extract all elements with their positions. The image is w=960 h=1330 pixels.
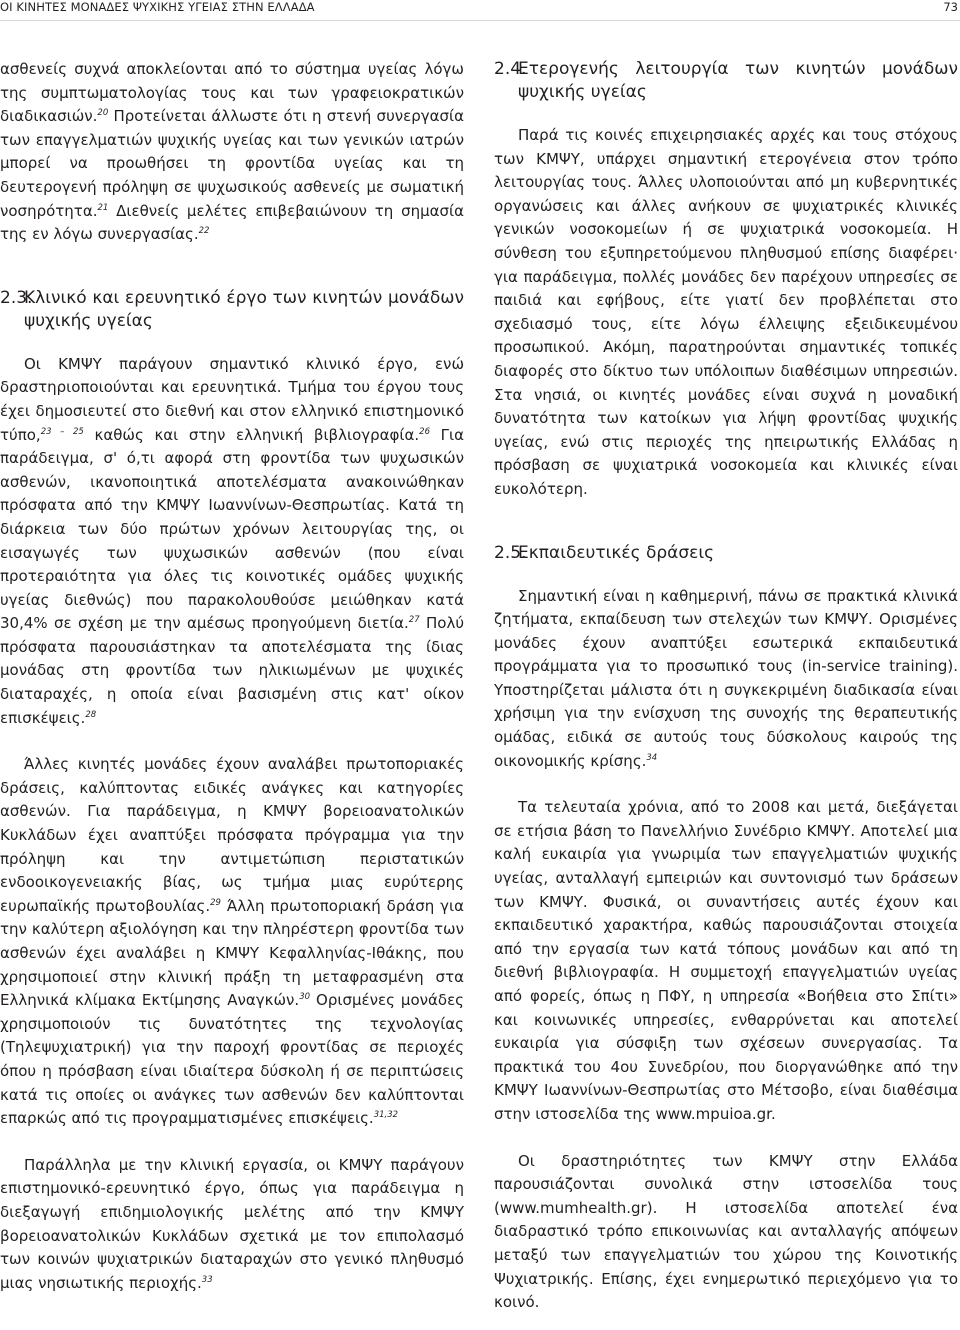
reference-marker: 26 [419,426,430,437]
text-run: Προτείνεται άλλωστε ότι η στενή συνεργασία των επαγγελματιών ψυχικής υγείας και των γενικών ιατρών μπορεί να προωθήσει τη φροντίδα υγείας και τη δευτερογενή πρόληψη σε ψυχωσικούς ασθενείς με σωματική νοσηρότητα. [0,107,464,220]
reference-marker: 29 [210,897,221,908]
paragraph-conference [494,796,958,1126]
text-run: Σημαντική είναι η καθημερινή, πάνω σε πρακτικά κλινικά ζητήματα, εκπαίδευση των στελεχών των ΚΜΨΥ. Ορισμένες μονάδες έχουν αναπτύξει εσωτερικά εκπαιδευτικά προγράμματα για το προσωπικό τους (in-service training). Υποστηρίζεται μάλιστα ότι η συγκεκριμένη διαδικασία είναι χρήσιμη για την ενίσχυση της συνοχής της θεραπευτικής ομάδας, ειδικά σε αυτούς τους δύσκολους καιρούς της οικονομικής κρίσης. [494,586,958,770]
paragraph-clinical-work [0,353,464,731]
section-number: 2.5. [494,542,527,563]
text-run: Οι δραστηριότητες των ΚΜΨΥ στην Ελλάδα παρουσιάζονται συνολικά στην ιστοσελίδα τους (www.mumhealth.gr). Η ιστοσελίδα αποτελεί ένα διαδραστικό τρόπο επικοινωνίας και ανταλλαγής απόψεων μεταξύ των επαγγελματιών του χώρου της Κοινοτικής Ψυχιατρικής. Επίσης, έχει ενημερωτικό περιεχόμενο για το κοινό. [494,1151,958,1312]
section-title: Ετερογενής λειτουργία των κινητών μονάδων ψυχικής υγείας [518,59,958,102]
section-number: 2.4. [494,59,527,79]
running-title: ΟΙ ΚΙΝΗΤΕΣ ΜΟΝΑΔΕΣ ΨΥΧΙΚΗΣ ΥΓΕΙΑΣ ΣΤΗΝ ΕΛΛΑΔΑ [0,0,315,14]
text-run: καθώς και στην ελληνική βιβλιογραφία. [83,425,420,444]
running-header [0,0,960,21]
section-heading-2-4 [494,58,958,104]
text-run: Οι ΚΜΨΥ παράγουν σημαντικό κλινικό έργο, ενώ δραστηριοποιούνται και ερευνητικά. Τμήμα του έργου τους έχει δημοσιευτεί στο διεθνή και στον ελληνικό επιστημονικό τύπο, [0,354,464,444]
reference-marker: 22 [198,226,210,237]
left-column [0,58,464,1295]
paragraph-website [494,1150,958,1315]
section-title: Εκπαιδευτικές δράσεις [518,542,715,563]
reference-marker: 34 [646,752,658,763]
paragraph-continued [0,58,464,247]
paragraph-heterogeneity [494,124,958,502]
text-run: Άλλες κινητές μονάδες έχουν αναλάβει πρωτοποριακές δράσεις, καλύπτοντας ειδικές ανάγκες και κατηγορίες ασθενών. Για παράδειγμα, η ΚΜΨΥ βορειοανατολικών Κυκλάδων έχει αναπτύξει πρόσφατα πρόγραμμα για την πρόληψη και την αντιμετώπιση περιστατικών ενδοοικογενειακής βίας, ως τμήμα μιας ευρύτερης ευρωπαϊκής πρωτοβουλίας. [0,755,464,915]
paragraph-training [494,585,958,774]
reference-marker: 28 [85,709,97,720]
text-run: Τα τελευταία χρόνια, από το 2008 και μετά, διεξάγεται σε ετήσια βάση το Πανελλήνιο Συνέδριο ΚΜΨΥ. Αποτελεί μια καλή ευκαιρία για γνωριμία των επαγγελματιών ψυχικής υγείας, ανταλλαγή εμπειριών και συντονισμό των δράσεων των ΚΜΨΥ. Φυσικά, οι συναντήσεις αυτές έχουν και εκπαιδευτικό χαρακτήρα, καθώς παρουσιάζονται στοιχεία από την εργασία των κατά τόπους μονάδων και από τη διεθνή βιβλιογραφία. Η συμμετοχή επαγγελματιών υγείας από φορείς, όπως η ΠΦΥ, η υπηρεσία «Βοήθεια στο Σπίτι» και κοινωνικές υπηρεσίες, ενθαρρύνεται και αποτελεί ευκαιρία για σύσφιξη των σχέσεων συνεργασίας. Τα πρακτικά του 4ου Συνεδρίου, που διοργανώθηκε από την ΚΜΨΥ Ιωαννίνων-Θεσπρωτίας στο Μέτσοβο, είναι διαθέσιμα στην ιστοσελίδα της www.mpuioa.gr. [494,798,958,1123]
reference-marker: 21 [97,202,109,213]
section-heading-2-3 [0,287,464,333]
text-run: Για παράδειγμα, σ' ό,τι αφορά στη φροντίδα των ψυχωσικών ασθενών, ικανοποιητικά αποτελέσματα ανακοινώθηκαν πρόσφατα από την ΚΜΨΥ Ιωαννίνων-Θεσπρωτίας. Κατά τη διάρκεια των δύο πρώτων χρόνων λειτουργίας της, οι εισαγωγές των ψυχωσικών ασθενών (που είναι προτεραιότητα για όλες τις κοινοτικές ομάδες ψυχικής υγείας διεθνώς) που παρακολουθούσε μειώθηκαν κατά 30,4% σε σχέση με την αμέσως προηγούμενη διετία. [0,425,464,633]
paragraph-pioneering-actions [0,753,464,1131]
text-run: Άλλη πρωτοποριακή δράση για την καλύτερη αξιολόγηση και την πληρέστερη φροντίδα των ασθενών έχει αναλάβει η ΚΜΨΥ Κεφαλληνίας-Ιθάκης, που χρησιμοποιεί στην κλινική πράξη τη μεταφρασμένη στα Ελληνικά κλίμακα Εκτίμησης Αναγκών. [0,896,464,1010]
right-column [494,58,958,1315]
section-heading-2-5 [494,542,958,565]
reference-marker: 20 [97,108,109,119]
text-run: Πολύ πρόσφατα παρουσιάστηκαν τα αποτελέσματα της ίδιας μονάδας στη φροντίδα των ηλικιωμένων με ψυχικές διαταραχές, η οποία είναι βασισμένη στις κατ' οίκον επισκέψεις. [0,614,465,727]
text-run: Παρά τις κοινές επιχειρησιακές αρχές και τους στόχους των ΚΜΨΥ, υπάρχει σημαντική ετερογένεια στον τρόπο λειτουργίας τους. Άλλες υλοποιούνται από μη κυβερνητικές οργανώσεις και άλλες ανήκουν σε ψυχιατρικές κλινικές γενικών νοσοκομείων ή σε ψυχιατρικά νοσοκομεία. Η σύνθεση του εξυπηρετούμενου πληθυσμού επίσης διαφέρει· για παράδειγμα, πολλές μονάδες δεν παρέχουν υπηρεσίες σε παιδιά και εφήβους, είτε γιατί δεν προβλέπεται στο σχεδιασμό τους, είτε λόγω έλλειψης εξειδικευμένου προσωπικού. Ακόμη, παρατηρούνται σημαντικές τοπικές διαφορές στο δίκτυο των υπόλοιπων διαθέσιμων υπηρεσιών. Στα νησιά, οι κινητές μονάδες είναι συχνά η μοναδική δυνατότητα των κατοίκων για λήψη φροντίδας ψυχικής υγείας, ενώ στις περιοχές της ηπειρωτικής Ελλάδας η πρόσβαση σε ψυχιατρικά νοσοκομεία και κλινικές είναι ευκολότερη. [494,126,958,498]
page-number: 73 [943,0,958,14]
paragraph-research-work [0,1154,464,1296]
text-run: Παράλληλα με την κλινική εργασία, οι ΚΜΨΥ παράγουν επιστημονικό-ερευνητικό έργο, όπως για παράδειγμα η διεξαγωγή επιδημιολογικής μελέτης από την ΚΜΨΥ βορειοανατολικών Κυκλάδων σχετικά με τον επιπολασμό των κοινών ψυχιατρικών διαταραχών στο γενικό πληθυσμό μιας νησιωτικής περιοχής. [0,1155,464,1292]
section-title: Κλινικό και ερευνητικό έργο των κινητών μονάδων ψυχικής υγείας [24,287,464,331]
reference-marker: 23 – 25 [40,426,84,437]
reference-marker: 31,32 [373,1110,399,1121]
reference-marker: 33 [201,1274,213,1285]
text-run: Διεθνείς μελέτες επιβεβαιώνουν τη σημασία της εν λόγω συνεργασίας. [0,201,464,244]
reference-marker: 30 [299,992,311,1003]
section-number: 2.3. [0,287,33,308]
reference-marker: 27 [408,615,420,626]
text-run: Ορισμένες μονάδες χρησιμοποιούν τις δυνατότητες της τεχνολογίας (Τηλεψυχιατρική) για την παροχή φροντίδας σε περιοχές όπου η πρόσβαση είναι ιδιαίτερα δύσκολη ή σε περιπτώσεις κατά τις οποίες οι ανάγκες των ασθενών δεν καλύπτονται επαρκώς από τις προγραμματισμένες επισκέψεις. [0,991,464,1128]
text-run: ασθενείς συχνά αποκλείονται από το σύστημα υγείας λόγω της συμπτωματολογίας τους και των γραφειοκρατικών διαδικασιών. [0,60,464,126]
